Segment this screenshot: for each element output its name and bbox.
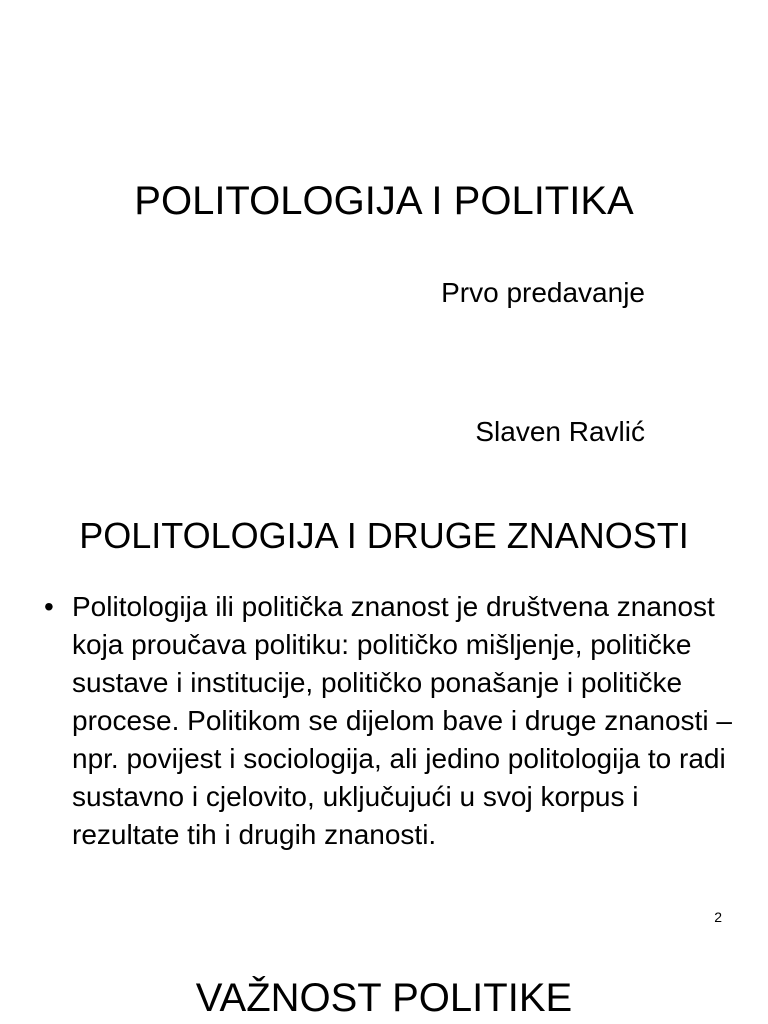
slide-subtitle: Prvo predavanje bbox=[441, 277, 645, 308]
slide-1 bbox=[0, 0, 768, 480]
author-name: Slaven Ravlić bbox=[475, 416, 645, 447]
slide-2 bbox=[0, 480, 768, 940]
bullet-icon: • bbox=[44, 591, 54, 622]
slide-title: POLITOLOGIJA I DRUGE ZNANOSTI bbox=[79, 515, 689, 556]
page-number: 2 bbox=[714, 909, 722, 925]
bullet-text: Politologija ili politička znanost je društvena znanost koja proučava politiku: političko mišljenje, političke sustave i institucije, političko ponašanje i političke procese. Politikom se dijelom bave i druge znanosti – npr. povijest i sociologija, ali jedino politologija to radi sustavno i cjelovito, uključujući u svoj korpus i rezultate tih i drugih znanosti. bbox=[72, 591, 732, 850]
slide-title: VAŽNOST POLITIKE bbox=[195, 976, 573, 1020]
slide-3 bbox=[0, 940, 768, 1024]
slide-title: POLITOLOGIJA I POLITIKA bbox=[134, 179, 634, 223]
